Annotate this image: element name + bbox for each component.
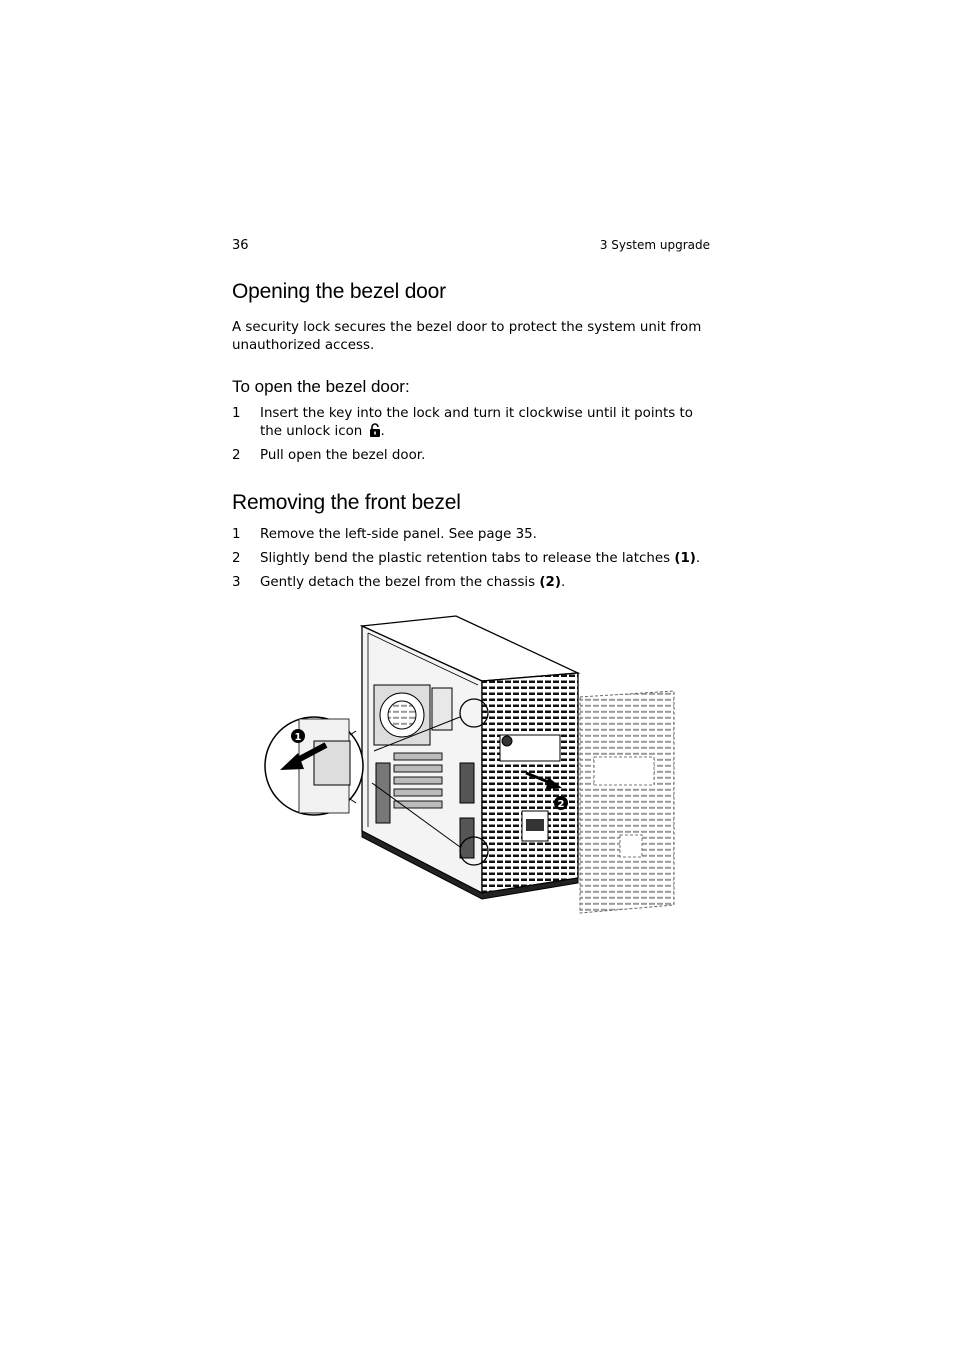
step-text: Gently detach the bezel from the chassis [260, 575, 540, 590]
page-number: 36 [232, 238, 249, 253]
section-title-opening-bezel-door: Opening the bezel door [232, 280, 446, 303]
step-suffix: . [695, 551, 701, 566]
section-title-removing-front-bezel: Removing the front bezel [232, 491, 461, 514]
step-callout-ref: (1) [674, 551, 696, 566]
step-text: Slightly bend the plastic retention tabs to release the latches [260, 551, 675, 566]
callout-2-label: 2 [557, 799, 565, 810]
step-number: 1 [232, 527, 241, 542]
step-suffix: . [560, 575, 566, 590]
step-number: 1 [232, 406, 241, 421]
step-text: Remove the left-side panel. See page 35. [260, 527, 537, 542]
step-suffix: . [380, 424, 385, 439]
callout-1-label: 1 [294, 732, 302, 743]
intro-paragraph: A security lock secures the bezel door to protect the system unit from unauthorized access. [232, 320, 702, 353]
bezel-removal-illustration [264, 613, 684, 918]
step-number: 3 [232, 575, 241, 590]
step-number: 2 [232, 551, 241, 566]
step-text: Insert the key into the lock and turn it clockwise until it points to the unlock icon [260, 406, 693, 439]
step-text: Pull open the bezel door. [260, 448, 426, 463]
unlock-icon [369, 423, 381, 437]
procedure-title: To open the bezel door: [232, 377, 410, 396]
step-callout-ref: (2) [539, 575, 561, 590]
running-title: 3 System upgrade [599, 238, 710, 252]
step-number: 2 [232, 448, 241, 463]
